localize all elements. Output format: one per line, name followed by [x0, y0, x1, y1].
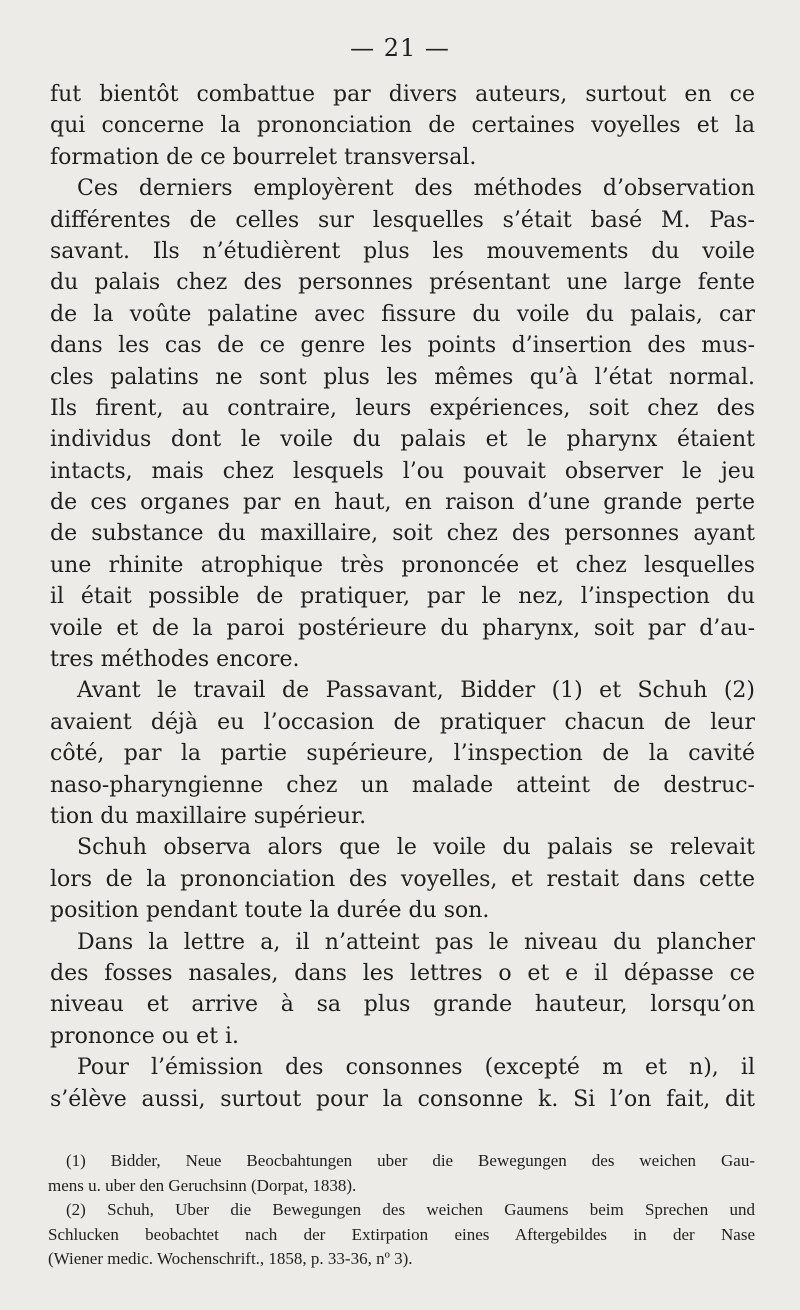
text-line: prononce ou et i. — [50, 1023, 240, 1049]
text-line: tres méthodes encore. — [50, 647, 300, 673]
text-line: lors de la prononciation des voyelles, et restait dans cette — [50, 866, 755, 892]
text-line: fut bientôt combattue par divers auteurs, surtout en ce — [50, 82, 755, 107]
text-line: qui concerne la prononciation de certaines voyelles et la — [50, 113, 755, 139]
footnote-line: (Wiener medic. Wochenschrift., 1858, p. 33-36, nº 3). — [48, 1249, 413, 1269]
text-line: de substance du maxillaire, soit chez des personnes ayant — [50, 521, 755, 547]
paragraph — [50, 675, 755, 832]
text-line: une rhinite atrophique très prononcée et chez lesquelles — [50, 552, 755, 578]
footnote — [48, 1149, 755, 1198]
text-line: intacts, mais chez lesquels l’ou pouvait observer le jeu — [50, 458, 755, 484]
text-line: il était possible de pratiquer, par le nez, l’inspection du — [50, 584, 755, 610]
text-line: du palais chez des personnes présentant une large fente — [50, 270, 755, 296]
text-line: s’élève aussi, surtout pour la consonne k. Si l’on fait, dit — [50, 1086, 755, 1112]
text-line: Ces derniers employèrent des méthodes d’observation — [77, 176, 755, 202]
text-line: des fosses nasales, dans les lettres o et e il dépasse ce — [50, 960, 755, 986]
page-number: — 21 — — [350, 34, 450, 62]
text-line: position pendant toute la durée du son. — [50, 898, 490, 924]
footnote-line: mens u. uber den Geruchsinn (Dorpat, 1838). — [48, 1175, 357, 1195]
text-line: Dans la lettre a, il n’atteint pas le niveau du plancher — [77, 929, 755, 955]
text-line: voile et de la paroi postérieure du pharynx, soit par d’au- — [50, 615, 755, 641]
text-line: dans les cas de ce genre les points d’insertion des mus- — [50, 333, 755, 359]
footnote-line: (1) Bidder, Neue Beocbahtungen uber die Bewegungen des weichen Gau- — [66, 1151, 755, 1170]
text-line: Schuh observa alors que le voile du palais se relevait — [77, 835, 755, 861]
text-line: Avant le travail de Passavant, Bidder (1) et Schuh (2) — [77, 678, 755, 704]
text-line: côté, par la partie supérieure, l’inspection de la cavité — [50, 741, 755, 767]
text-line: Ils firent, au contraire, leurs expériences, soit chez des — [50, 395, 755, 421]
paragraph — [50, 927, 755, 1053]
text-line: formation de ce bourrelet transversal. — [50, 144, 477, 170]
paragraph — [50, 173, 755, 675]
text-line: cles palatins ne sont plus les mêmes qu’à l’état normal. — [50, 364, 755, 390]
body-text — [50, 79, 755, 1115]
text-line: individus dont le voile du palais et le pharynx étaient — [50, 427, 755, 453]
text-line: niveau et arrive à sa plus grande hauteur, lorsqu’on — [50, 992, 755, 1018]
paragraph — [50, 79, 755, 173]
text-line: avaient déjà eu l’occasion de pratiquer chacun de leur — [50, 709, 755, 735]
footnotes — [48, 1149, 755, 1272]
footnote-line: Schlucken beobachtet nach der Extirpation eines Aftergebildes in der Nase — [48, 1224, 755, 1244]
footnote — [48, 1198, 755, 1272]
footnote-line: (2) Schuh, Uber die Bewegungen des weichen Gaumens beim Sprechen und — [66, 1200, 755, 1220]
paragraph — [50, 832, 755, 926]
text-line: de ces organes par en haut, en raison d’une grande perte — [50, 490, 755, 516]
text-line: Pour l’émission des consonnes (excepté m et n), il — [77, 1055, 755, 1081]
text-line: différentes de celles sur lesquelles s’était basé M. Pas- — [50, 207, 755, 233]
paragraph — [50, 1052, 755, 1115]
text-line: de la voûte palatine avec fissure du voile du palais, car — [50, 301, 755, 327]
text-line: tion du maxillaire supérieur. — [50, 803, 367, 829]
text-line: savant. Ils n’étudièrent plus les mouvements du voile — [50, 238, 755, 264]
text-line: naso-pharyngienne chez un malade atteint de destruc- — [50, 772, 755, 798]
